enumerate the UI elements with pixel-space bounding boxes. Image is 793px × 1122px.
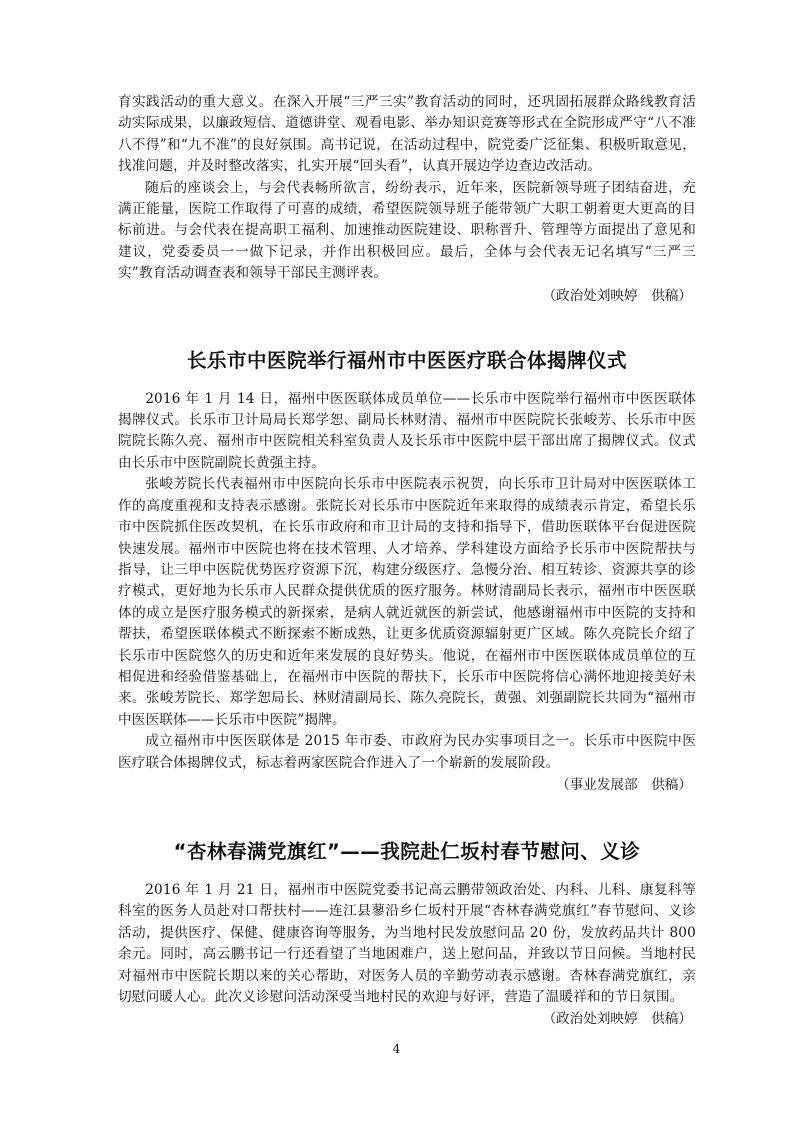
credit-line: （政治处刘映婷 供稿） bbox=[542, 1011, 692, 1028]
section-medical-alliance bbox=[118, 389, 696, 796]
paragraph: 2016 年 1 月 14 日，福州中医医联体成员单位——长乐市中医院举行福州市中医医联体揭牌仪式。长乐市卫计局局长郑学恕、副局长林财清、福州市中医院院长张峻芳、长乐市中医院院长陈久亮、福州市中医院相关科室负责人及长乐市中医院中层干部出席了揭牌仪式。仪式由长乐市中医院副院长黄强主持。 bbox=[118, 390, 696, 471]
article-title: 长乐市中医院举行福州市中医医疗联合体揭牌仪式 bbox=[186, 348, 627, 372]
paragraph: 张峻芳院长代表福州市中医院向长乐市中医院表示祝贺，向长乐市卫计局对中医医联体工作的高度重视和支持表示感谢。张院长对长乐市中医院近年来取得的成绩表示肯定，希望长乐市中医院抓住医改契机，在长乐市政府和市卫计局的支持和指导下，借助医联体平台促进医院快速发展。福州市中医院也将在技术管理、人才培养、学科建设方面给予长乐市中医院帮扶与指导，让三甲中医院优势医疗资源下沉，构建分级医疗、急慢分治、相互转诊、资源共享的诊疗模式，更好地为长乐市人民群众提供优质的医疗服务。林财清副局长表示，福州市中医医联体的成立是医疗服务模式的新探索，是病人就近就医的新尝试，他感谢福州市中医院的支持和帮扶，希望医联体模式不断探索不断成熟，让更多优质资源辐射更广区域。陈久亮院长介绍了长乐市中医院悠久的历史和近年来发展的良好势头。他说，在福州市中医医联体成员单位的互相促进和经验借鉴基础上，在福州市中医院的帮扶下，长乐市中医院将信心满怀地迎接美好未来。张峻芳院长、郑学恕局长、林财清副局长、陈久亮院长，黄强、刘强副院长共同为“福州市中医医联体——长乐市中医院”揭牌。 bbox=[118, 476, 696, 728]
section-party-education bbox=[118, 92, 696, 307]
paragraph: 育实践活动的重大意义。在深入开展“三严三实”教育活动的同时，还巩固拓展群众路线教育活动实际成果，以廉政短信、道德讲堂、观看电影、举办知识竞赛等形式在全院形成严守“八不准八不得”和“九不准”的良好氛围。高书记说，在活动过程中，院党委广泛征集、积极听取意见，找准问题，并及时整改落实，扎实开展“回头看”，认真开展边学边查边改活动。 bbox=[118, 94, 696, 175]
article-title: “杏林春满党旗红”——我院赴仁坂村春节慰问、义诊 bbox=[173, 839, 641, 863]
paragraph: 成立福州市中医医联体是 2015 年市委、市政府为民办实事项目之一。长乐市中医院中医医疗联合体揭牌仪式，标志着两家医院合作进入了一个崭新的发展阶段。 bbox=[118, 733, 696, 771]
page-number: 4 bbox=[392, 1042, 401, 1056]
paragraph: 2016 年 1 月 21 日，福州市中医院党委书记高云鹏带领政治处、内科、儿科、康复科等科室的医务人员赴对口帮扶村——连江县蓼沿乡仁坂村开展“杏林春满党旗红”春节慰问、义诊活动，提供医疗、保健、健康咨询等服务，为当地村民发放慰问品 20 份，发放药品共计 800 余元。同时，高云鹏书记一行还看望了当地困难户，送上慰问品，并致以节日问候。当地村民对福州市中医院长期以来的关心帮助，对医务人员的辛勤劳动表示感谢。杏林春满党旗红，亲切慰问暖人心。此次义诊慰问活动深受当地村民的欢迎与好评，营造了温暖祥和的节日氛围。 bbox=[118, 881, 696, 1005]
credit-line: （政治处刘映婷 供稿） bbox=[542, 287, 692, 304]
section-village-visit bbox=[118, 880, 696, 1030]
document-page bbox=[118, 92, 696, 1030]
credit-line: （事业发展部 供稿） bbox=[556, 776, 692, 793]
paragraph: 随后的座谈会上，与会代表畅所欲言，纷纷表示，近年来，医院新领导班子团结奋进，充满正能量，医院工作取得了可喜的成绩，希望医院领导班子能带领广大职工朝着更大更高的目标前进。与会代表在提高职工福利、加速推动医院建设、职称晋升、管理等方面提出了意见和建议，党委委员一一做下记录，并作出积极回应。最后，全体与会代表无记名填写“三严三实”教育活动调查表和领导干部民主测评表。 bbox=[118, 179, 696, 282]
